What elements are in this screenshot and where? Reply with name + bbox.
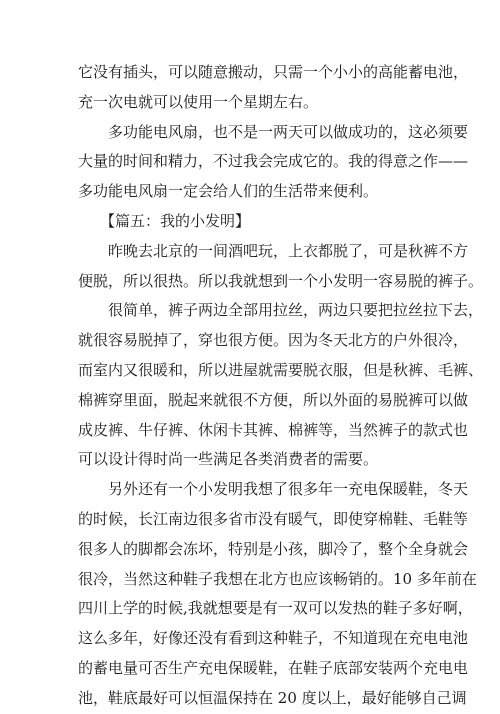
paragraph-start-line: 另外还有一个小发明我想了很多年一充电保暖鞋，冬天 xyxy=(108,480,469,499)
text-line: 可以设计得时尚一些满足各类消费者的需要。 xyxy=(78,450,379,469)
text-line: 它没有插头，可以随意搬动，只需一个小小的高能蓄电池， xyxy=(78,63,469,81)
text-line: 就很容易脱掉了，穿也很方便。因为冬天北方的户外很冷， xyxy=(78,331,469,350)
text-line: 这么多年，好像还没有看到这种鞋子，不知道现在充电电池 xyxy=(78,629,469,648)
text-line: 多功能电风扇一定会给人们的生活带来便利。 xyxy=(78,182,379,201)
text-line: 大量的时间和精力，不过我会完成它的。我的得意之作—— xyxy=(78,152,469,171)
text-line: 池，鞋底最好可以恒温保持在 20 度以上，最好能够自己调 xyxy=(78,688,467,707)
text-line: 便脱，所以很热。所以我就想到一个小发明一容易脱的裤子。 xyxy=(78,271,484,290)
text-line: 棉裤穿里面，脱起来就很不方便，所以外面的易脱裤可以做 xyxy=(78,390,469,409)
text-line: 成皮裤、牛仔裤、休闲卡其裤、棉裤等，当然裤子的款式也 xyxy=(78,420,469,439)
text-line: 四川上学的时候,我就想要是有一双可以发热的鞋子多好啊， xyxy=(78,599,473,618)
text-line: 的时候，长江南边很多省市没有暖气，即使穿棉鞋、毛鞋等 xyxy=(78,509,469,528)
paragraph-start-line: 多功能电风扇，也不是一两天可以做成功的，这必须要 xyxy=(108,122,469,141)
text-line: 很多人的脚都会冻坏，特别是小孩，脚冷了，整个全身就会 xyxy=(78,539,469,558)
text-line: 的蓄电量可否生产充电保暖鞋，在鞋子底部安装两个充电电 xyxy=(78,658,469,677)
paragraph-start-line: 很简单，裤子两边全部用拉丝，两边只要把拉丝拉下去， xyxy=(108,301,484,320)
text-line: 而室内又很暖和，所以进屋就需要脱衣服，但是秋裤、毛裤、 xyxy=(78,360,484,379)
body-text xyxy=(78,58,484,714)
paragraph-start-line: 昨晚去北京的一间酒吧玩，上衣都脱了，可是秋裤不方 xyxy=(108,241,469,260)
text-line: 很冷，当然这种鞋子我想在北方也应该畅销的。10 多年前在 xyxy=(78,569,477,588)
text-line: 充一次电就可以使用一个星期左右。 xyxy=(78,92,319,111)
section-heading: 【篇五：我的小发明】 xyxy=(100,211,251,230)
